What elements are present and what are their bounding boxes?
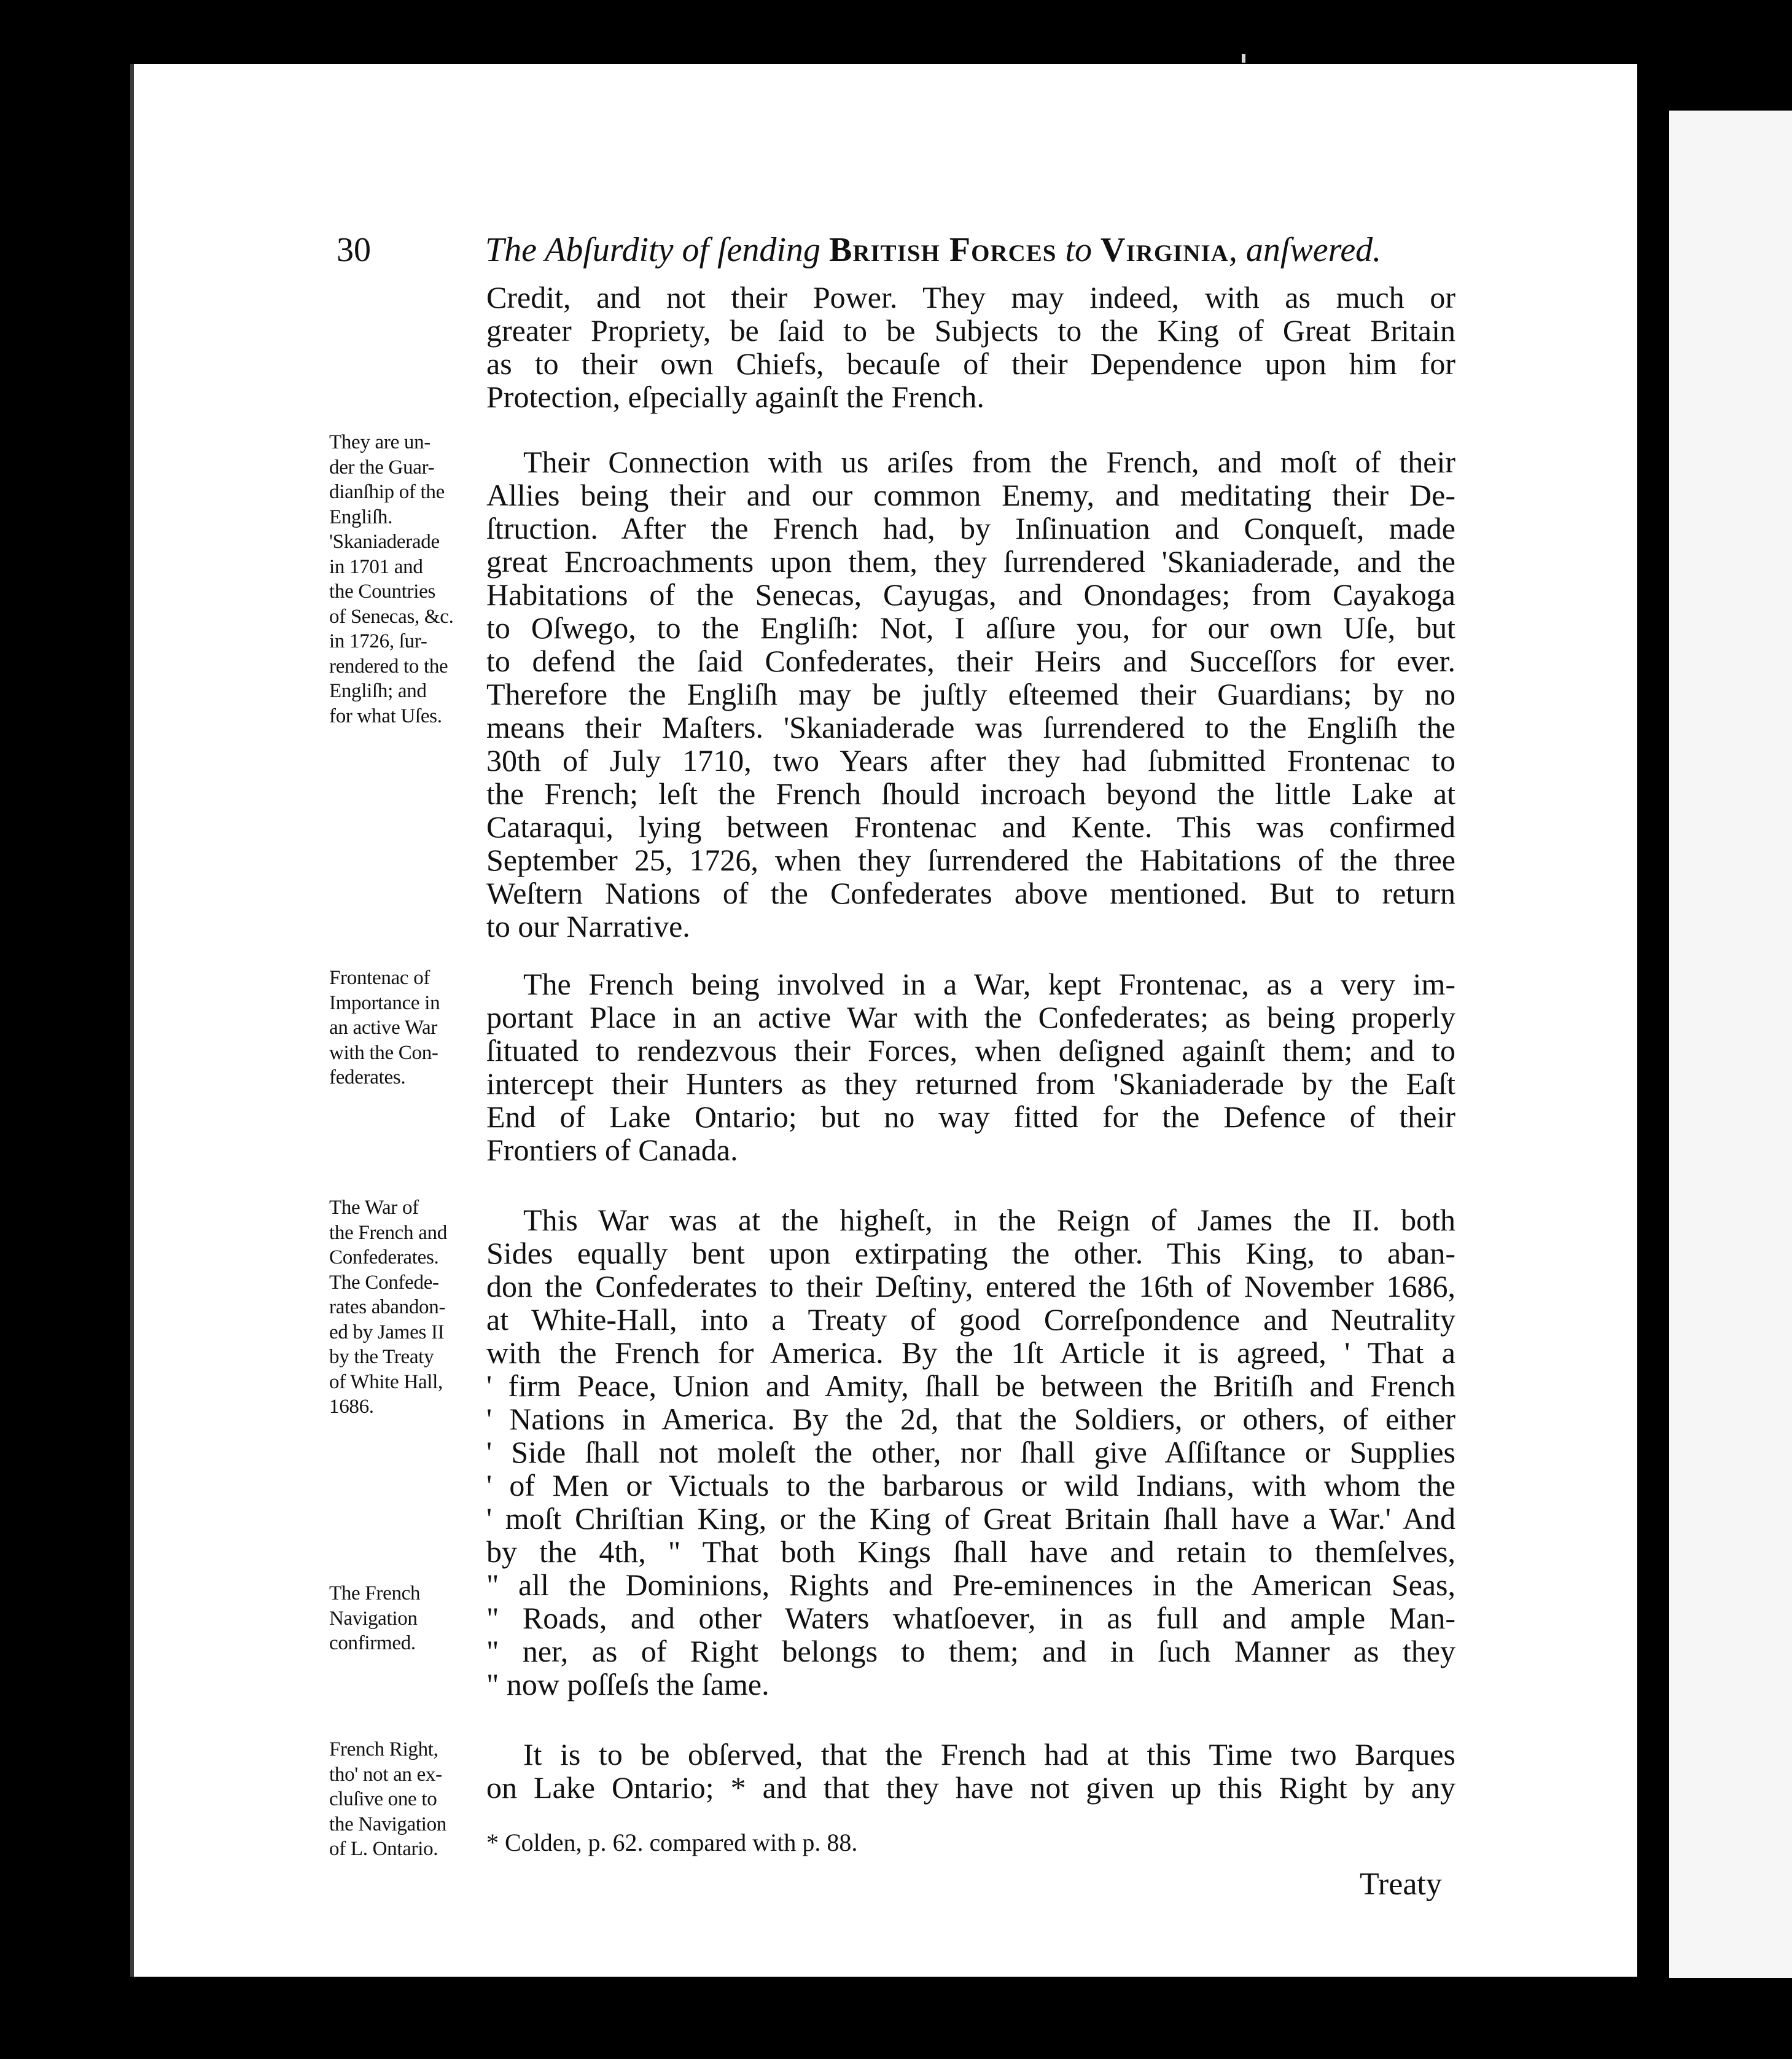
margin-note-navigation [329, 1581, 481, 1656]
body-line: Weſtern Nations of the Confederates above mentioned. But to return [486, 876, 1455, 910]
body-line: " ner, as of Right belongs to them; and in ſuch Manner as they [486, 1634, 1455, 1668]
body-line: portant Place in an active War with the Confederates; as being properly [486, 1000, 1455, 1034]
body-line: Sides equally bent upon extirpating the other. This King, to aban- [486, 1236, 1455, 1270]
body-line: September 25, 1726, when they ſurrendered the Habitations of the three [486, 843, 1455, 877]
catchword: Treaty [1360, 1867, 1442, 1902]
margin-note-line: in 1726, ſur- [329, 630, 427, 652]
body-line: greater Propriety, be ſaid to be Subjects to the King of Great Britain [486, 313, 1455, 348]
running-title [485, 222, 1381, 278]
margin-note-line: for what Uſes. [329, 705, 442, 727]
body-line: ſtruction. After the French had, by Inſinuation and Conqueſt, made [486, 511, 1455, 545]
margin-note-line: Engliſh; and [329, 680, 427, 702]
body-line: It is to be obſerved, that the French had at this Time two Barques [523, 1737, 1455, 1772]
margin-note-line: 1686. [329, 1396, 374, 1418]
running-title-caps-2: Virginia [1101, 231, 1229, 269]
body-line: " now poſſeſs the ſame. [486, 1667, 769, 1702]
margin-note-line: an active War [329, 1017, 438, 1039]
running-title-lead: The Abſurdity of ſending [485, 231, 829, 269]
body-line: to Oſwego, to the Engliſh: Not, I aſſure you, for our own Uſe, but [486, 611, 1455, 645]
running-title-mid: to [1056, 231, 1101, 269]
margin-note-line: 'Skaniaderade [329, 531, 440, 553]
margin-note-line: They are un- [329, 431, 430, 453]
margin-note-line: of L. Ontario. [329, 1838, 438, 1860]
body-line: Credit, and not their Power. They may indeed, with as much or [486, 280, 1455, 315]
margin-note-line: tho' not an ex- [329, 1763, 442, 1786]
margin-note-guardianship [329, 430, 481, 729]
margin-note-line: confirmed. [329, 1632, 416, 1654]
body-line: the French; leſt the French ſhould incroach beyond the little Lake at [486, 776, 1455, 811]
body-line: intercept their Hunters as they returned from 'Skaniaderade by the Eaſt [486, 1066, 1455, 1101]
body-line: End of Lake Ontario; but no way fitted for the Defence of their [486, 1100, 1455, 1134]
margin-note-line: der the Guar- [329, 456, 435, 479]
margin-note-line: federates. [329, 1066, 406, 1088]
body-line: Therefore the Engliſh may be juſtly eſteemed their Guardians; by no [486, 677, 1455, 711]
body-line: Allies being their and our common Enemy, and meditating their De- [486, 478, 1455, 512]
body-line: ' moſt Chriſtian King, or the King of Great Britain ſhall have a War.' And [486, 1501, 1455, 1536]
footnote: * Colden, p. 62. compared with p. 88. [486, 1829, 858, 1856]
body-line: Frontiers of Canada. [486, 1133, 738, 1167]
margin-note-line: of Senecas, &c. [329, 605, 454, 628]
margin-note-line: the Navigation [329, 1813, 446, 1835]
margin-note-war [329, 1195, 481, 1420]
body-line: by the 4th, " That both Kings ſhall have and retain to themſelves, [486, 1534, 1455, 1569]
margin-note-line: dianſhip of the [329, 481, 445, 503]
margin-note-line: by the Treaty [329, 1346, 434, 1368]
margin-note-line: Frontenac of [329, 967, 430, 989]
page-number: 30 [337, 231, 371, 269]
margin-note-line: the Countries [329, 580, 435, 603]
margin-note-line: cluſive one to [329, 1788, 437, 1810]
margin-note-line: in 1701 and [329, 555, 423, 578]
facing-page-edge [1669, 111, 1792, 1978]
margin-note-line: of White Hall, [329, 1370, 443, 1393]
body-line: Protection, eſpecially againſt the French. [486, 380, 984, 414]
margin-note-line: rendered to the [329, 655, 448, 678]
margin-note-frontenac [329, 966, 481, 1090]
margin-note-line: Importance in [329, 991, 440, 1014]
margin-note-line: rates abandon- [329, 1296, 446, 1318]
scan-speck [1242, 54, 1245, 63]
body-line: Habitations of the Senecas, Cayugas, and Onondages; from Cayakoga [486, 577, 1455, 612]
margin-note-line: The War of [329, 1197, 419, 1219]
body-line: This War was at the higheſt, in the Reign of James the II. both [523, 1203, 1455, 1237]
body-line: Their Connection with us ariſes from the French, and moſt of their [523, 445, 1455, 479]
body-line: to our Narrative. [486, 909, 690, 944]
margin-note-line: The French [329, 1582, 421, 1604]
running-title-tail: , anſwered. [1228, 231, 1382, 269]
body-line: as to their own Chiefs, becauſe of their Dependence upon him for [486, 346, 1455, 381]
margin-note-line: Engliſh. [329, 506, 393, 528]
body-line: The French being involved in a War, kept Frontenac, as a very im- [523, 967, 1455, 1001]
body-line: ſituated to rendezvous their Forces, when deſigned againſt them; and to [486, 1033, 1455, 1068]
running-title-caps-1: British Forces [828, 231, 1057, 269]
body-line: on Lake Ontario; * and that they have not given up this Right by any [486, 1770, 1455, 1805]
margin-note-line: French Right, [329, 1738, 438, 1760]
body-line: to defend the ſaid Confederates, their Heirs and Succeſſors for ever. [486, 644, 1455, 678]
body-line: don the Confederates to their Deſtiny, entered the 16th of November 1686, [486, 1269, 1455, 1303]
margin-note-line: the French and [329, 1221, 447, 1244]
body-line: ' Side ſhall not moleſt the other, nor ſhall give Aſſiſtance or Supplies [486, 1435, 1455, 1469]
margin-note-line: with the Con- [329, 1041, 438, 1064]
margin-note-line: ed by James II [329, 1321, 445, 1343]
body-line: 30th of July 1710, two Years after they had ſubmitted Frontenac to [486, 743, 1455, 778]
margin-note-line: The Confede- [329, 1271, 439, 1294]
body-line: with the French for America. By the 1ſt Article it is agreed, ' That a [486, 1335, 1455, 1370]
body-line: ' Nations in America. By the 2d, that the Soldiers, or others, of either [486, 1402, 1455, 1436]
margin-note-line: Confederates. [329, 1246, 439, 1268]
margin-note-line: Navigation [329, 1607, 418, 1630]
body-line: at White-Hall, into a Treaty of good Correſpondence and Neutrality [486, 1302, 1455, 1337]
body-line: " all the Dominions, Rights and Pre-eminences in the American Seas, [486, 1568, 1455, 1602]
body-line: ' of Men or Victuals to the barbarous or wild Indians, with whom the [486, 1468, 1455, 1502]
body-line: great Encroachments upon them, they ſurrendered 'Skaniaderade, and the [486, 544, 1455, 579]
margin-note-french-right [329, 1737, 481, 1862]
body-line: means their Maſters. 'Skaniaderade was ſurrendered to the Engliſh the [486, 710, 1455, 744]
body-line: ' firm Peace, Union and Amity, ſhall be between the Britiſh and French [486, 1369, 1455, 1403]
body-line: Cataraqui, lying between Frontenac and Kente. This was confirmed [486, 810, 1455, 844]
body-line: " Roads, and other Waters whatſoever, in as full and ample Man- [486, 1601, 1455, 1635]
